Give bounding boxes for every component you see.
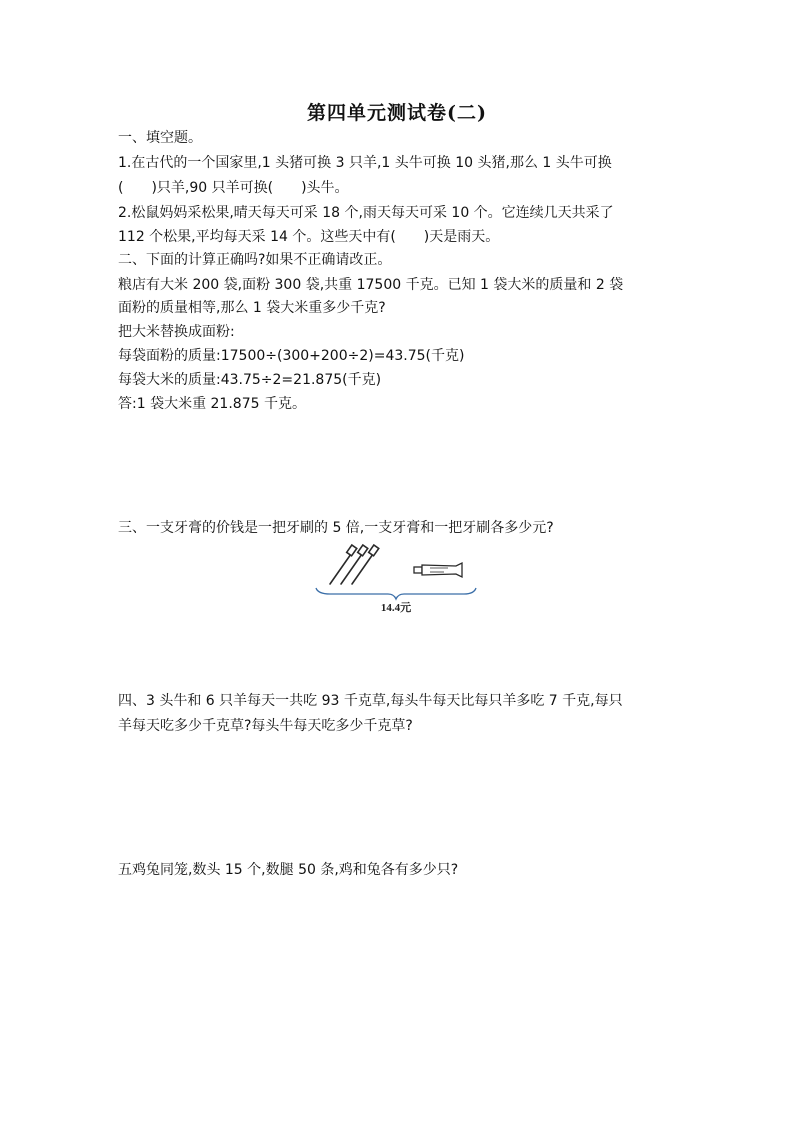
solution-step2: 每袋面粉的质量:17500÷(300+200÷2)=43.75(千克) [118,348,465,364]
section2-problem-line1: 粮店有大米 200 袋,面粉 300 袋,共重 17500 千克。已知 1 袋大米的质量和 2 袋 [118,277,624,293]
section2-problem-line2: 面粉的质量相等,那么 1 袋大米重多少千克? [118,300,386,316]
solution-step3: 每袋大米的质量:43.75÷2=21.875(千克) [118,372,382,388]
toothbrush-toothpaste-figure [310,542,482,614]
section3-question: 三、一支牙膏的价钱是一把牙刷的 5 倍,一支牙膏和一把牙刷各多少元? [118,520,554,536]
page-title: 第四单元测试卷(二) [307,102,487,124]
toothbrush-icon [330,545,379,584]
section2-heading: 二、下面的计算正确吗?如果不正确请改正。 [118,252,392,268]
solution-step1: 把大米替换成面粉: [118,324,235,340]
section5-question: 五鸡兔同笼,数头 15 个,数腿 50 条,鸡和兔各有多少只? [118,862,459,878]
section1-heading: 一、填空题。 [118,130,202,146]
question1-line2: ( )只羊,90 只羊可换( )头牛。 [118,180,349,196]
question1-line1: 1.在古代的一个国家里,1 头猪可换 3 只羊,1 头牛可换 10 头猪,那么 1 头牛可换 [118,155,612,171]
section4-line1: 四、3 头牛和 6 只羊每天一共吃 93 千克草,每头牛每天比每只羊多吃 7 千克,每只 [118,693,623,709]
price-label: 14.4元 [380,602,412,614]
solution-answer: 答:1 袋大米重 21.875 千克。 [118,396,306,412]
section4-line2: 羊每天吃多少千克草?每头牛每天吃多少千克草? [118,718,413,734]
question2-line1: 2.松鼠妈妈采松果,晴天每天可采 18 个,雨天每天可采 10 个。它连续几天共采了 [118,205,614,221]
toothpaste-icon [414,563,462,577]
price-brace [316,588,476,599]
question2-line2: 112 个松果,平均每天采 14 个。这些天中有( )天是雨天。 [118,229,500,245]
